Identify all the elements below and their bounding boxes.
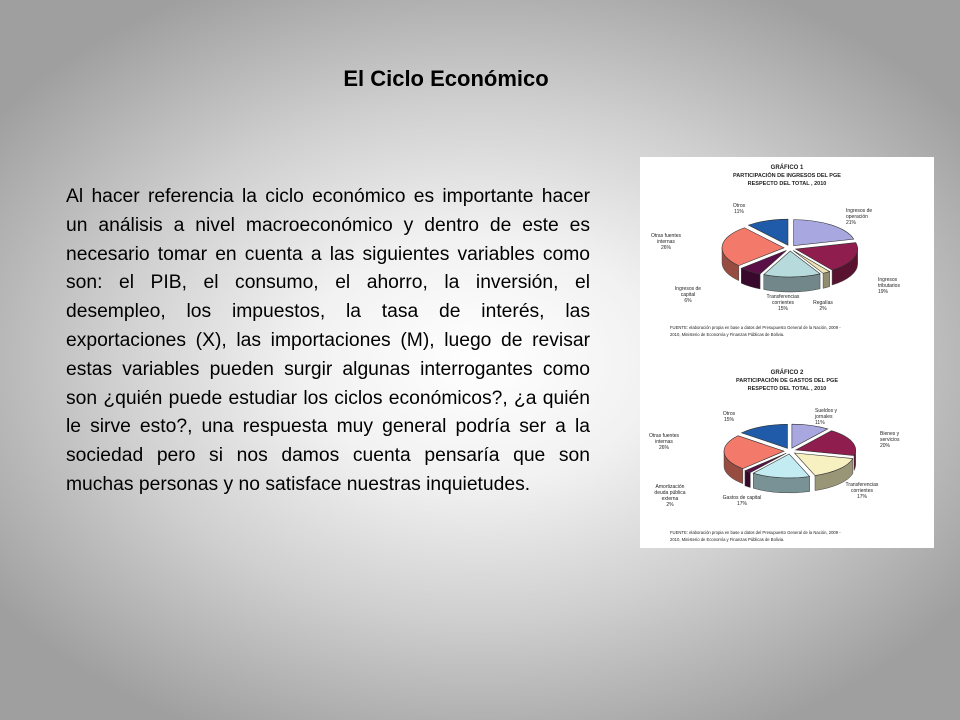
slice-value-label: 15% xyxy=(723,417,735,423)
slice-value-label: 2% xyxy=(666,502,674,508)
pie-slice-side xyxy=(745,471,750,488)
slice-label: internas xyxy=(655,439,673,445)
slice-label: Ingresos xyxy=(878,277,898,283)
slice-label: corrientes xyxy=(772,300,794,306)
slice-label: Ingresos de xyxy=(846,208,873,214)
pie-charts-figure xyxy=(640,157,934,548)
slice-label: Transferencias xyxy=(766,294,800,300)
slice-label: Otras fuentes xyxy=(650,233,682,239)
slice-value-label: 6% xyxy=(684,298,692,304)
slice-label: Otras fuentes xyxy=(648,433,680,439)
slice-value-label: 17% xyxy=(856,494,868,500)
slice-label: Regalías xyxy=(813,300,833,306)
slice-label: jornales xyxy=(815,414,833,420)
slice-label: deuda pública xyxy=(654,490,686,496)
slice-label: Bienes y xyxy=(880,431,900,437)
slice-value-label: 11% xyxy=(734,209,744,215)
slice-value-label: 26% xyxy=(658,445,670,451)
source-note: 2010, Ministerio de Economía y Finanzas Públicas de Bolivia. xyxy=(670,537,785,542)
slice-label: operación xyxy=(846,214,868,220)
slice-value-label: 19% xyxy=(878,289,889,295)
pie-slice-side xyxy=(823,272,830,289)
slice-value-label: 2% xyxy=(819,306,827,312)
chart-subtitle: PARTICIPACIÓN DE GASTOS DEL PGE xyxy=(736,378,838,384)
slice-label: Sueldos y xyxy=(815,408,837,414)
slice-label: capital xyxy=(680,292,696,298)
source-note: FUENTE: elaboración propia en base a datos del Presupuesto General de la Nación, 2009 - xyxy=(670,325,841,330)
slice-value-label: 11% xyxy=(815,420,825,426)
chart-title: GRÁFICO 1 xyxy=(770,165,804,171)
slice-label: Amortización xyxy=(655,484,685,490)
slice-label: externa xyxy=(661,496,679,502)
slice-label: internas xyxy=(657,239,675,245)
chart-subtitle: PARTICIPACIÓN DE INGRESOS DEL PGE xyxy=(733,173,841,179)
slice-label: servicios xyxy=(880,437,900,443)
slice-label: Ingresos de xyxy=(674,286,702,292)
slide-title: El Ciclo Económico xyxy=(343,66,549,91)
pie-chart-1 xyxy=(651,164,900,337)
source-note: FUENTE: elaboración propia en base a datos del Presupuesto General de la Nación, 2009 - xyxy=(670,530,841,535)
slice-value-label: 20% xyxy=(880,443,891,449)
slice-label: tributarios xyxy=(878,283,900,289)
chart-subtitle: RESPECTO DEL TOTAL , 2010 xyxy=(747,181,827,187)
chart-subtitle: RESPECTO DEL TOTAL , 2010 xyxy=(747,386,827,392)
slice-value-label: 26% xyxy=(660,245,672,251)
slice-label: corrientes xyxy=(851,488,873,494)
body-paragraph: Al hacer referencia la ciclo económico es importante hacer un análisis a nivel macroeconómico y dentro de este es necesario tomar en cuenta a las siguientes variables como son: el PIB, el consumo, el ahorro, la inversión, el desempleo, los impuestos, la tasa de interés, las exportaciones (X), las importaciones (M), luego de revisar estas variables pueden surgir algunas interrogantes como son ¿quién puede estudiar los ciclos económicos?, ¿a quién le sirve esto?, una respuesta muy general podría ser a la sociedad pero si nos damos cuenta pensaría que son muchas personas y no satisface nuestras inquietudes. xyxy=(66,186,590,495)
slice-value-label: 15% xyxy=(777,306,789,312)
slice-label: Otros xyxy=(722,411,736,417)
pie-slice xyxy=(794,220,854,246)
pie-chart-2 xyxy=(649,369,900,542)
slice-value-label: 17% xyxy=(736,501,748,507)
figure-panel xyxy=(640,157,934,548)
chart-title: GRÁFICO 2 xyxy=(770,370,804,376)
slice-label: Otros xyxy=(732,203,746,209)
slice-value-label: 21% xyxy=(846,220,857,226)
slice-label: Transferencias xyxy=(845,482,879,488)
slice-label: Gastos de capital xyxy=(722,495,762,501)
source-note: 2010, Ministerio de Economía y Finanzas Públicas de Bolivia. xyxy=(670,332,785,337)
